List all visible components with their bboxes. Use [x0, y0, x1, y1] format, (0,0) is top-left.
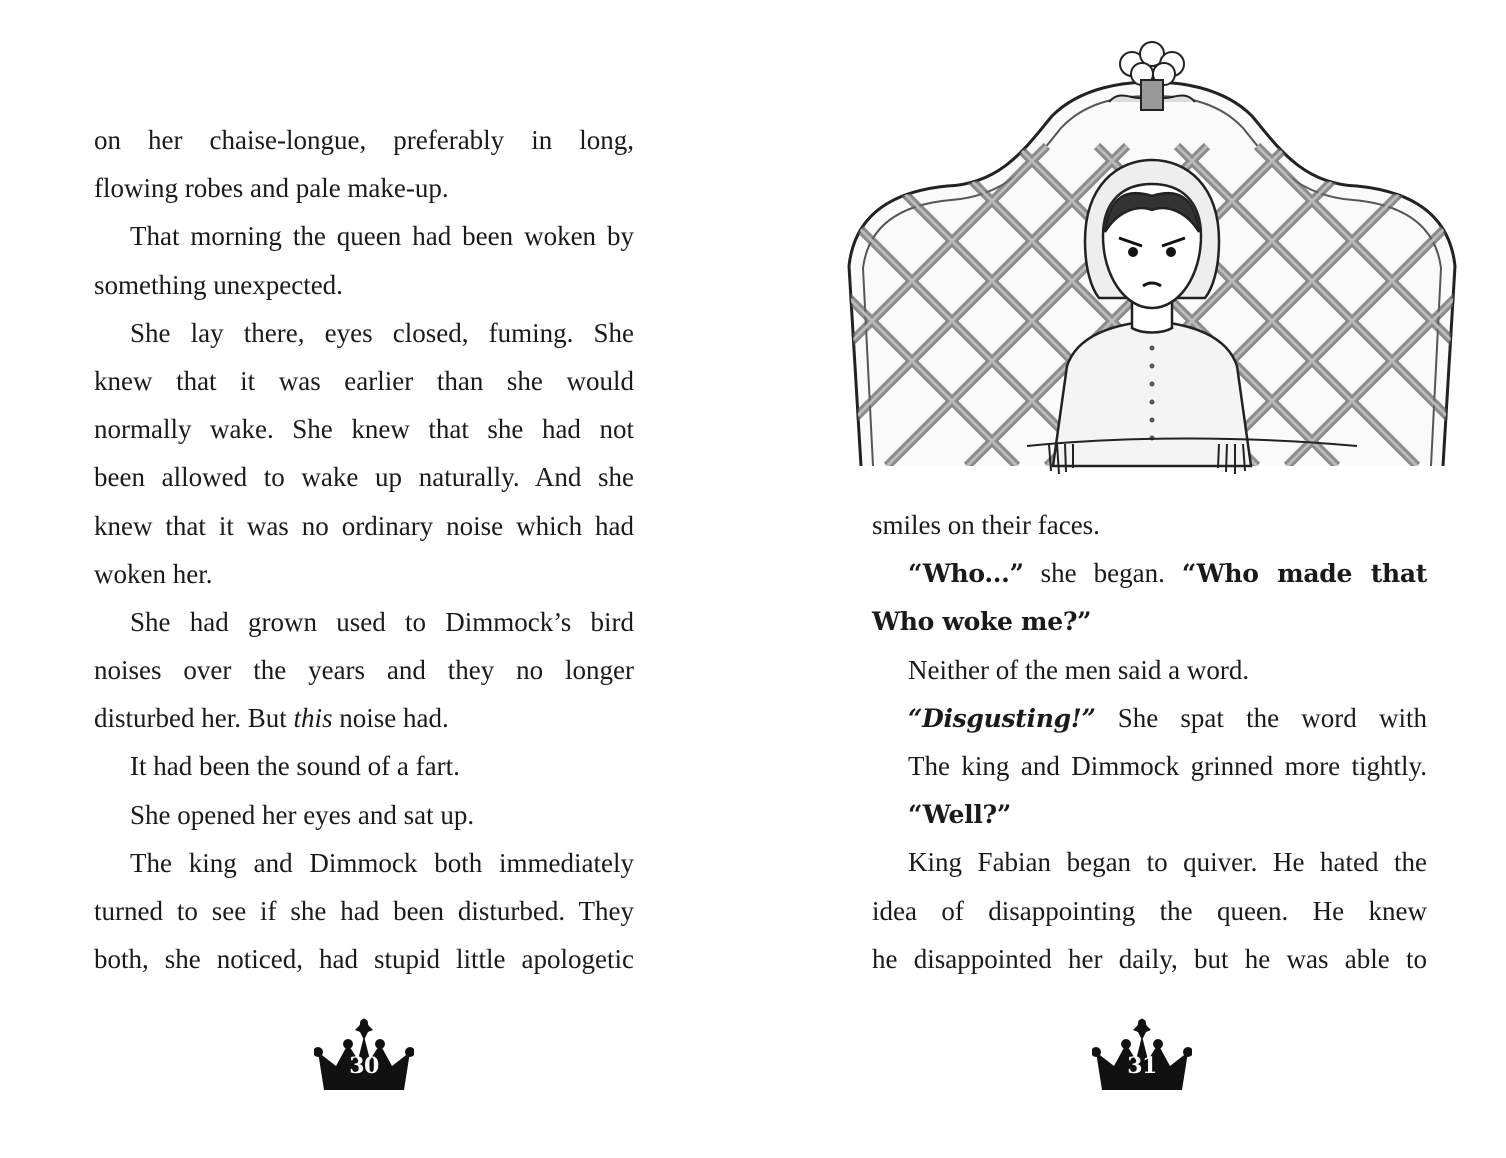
text-line: been allowed to wake up naturally. And she: [94, 462, 634, 493]
text-line: knew that it was earlier than she would: [94, 365, 634, 396]
text-span: She spat the word with: [1117, 702, 1427, 733]
page-number: 31: [1127, 1053, 1157, 1079]
text-line: The king and Dimmock grinned more tightly.: [908, 750, 1427, 781]
text-line: The king and Dimmock both immediately: [130, 847, 634, 878]
text-span: disturbed her. But: [94, 703, 294, 734]
dialogue-bold: “Who made that: [1181, 559, 1427, 589]
dialogue-bold: “Well?”: [908, 800, 1011, 830]
text-line: normally wake. She knew that she had not: [94, 414, 634, 445]
text-span: she began.: [1023, 558, 1182, 589]
right-page-text: [872, 501, 1427, 983]
page-number-crown: [314, 1014, 414, 1094]
dialogue-bold: “Who...”: [908, 559, 1024, 589]
text-line: flowing robes and pale make-up.: [94, 173, 449, 204]
text-line: both, she noticed, had stupid little apologetic: [94, 944, 634, 975]
text-line: woken her.: [94, 558, 213, 589]
angry-queen-on-throne-illustration: [827, 36, 1477, 476]
text-line: on her chaise-longue, preferably in long,: [94, 125, 634, 155]
text-line: [872, 694, 1427, 742]
text-span: noise had.: [332, 703, 449, 734]
text-line: She opened her eyes and sat up.: [130, 799, 475, 830]
text-line: [94, 694, 634, 742]
right-page: [753, 0, 1506, 1158]
text-line: something unexpected.: [94, 269, 343, 300]
text-line: She had grown used to Dimmock’s bird: [130, 606, 634, 637]
text-line: turned to see if she had been disturbed. They: [94, 896, 634, 926]
text-line: smiles on their faces.: [872, 510, 1100, 540]
dialogue-bold-italic: “Disgusting!”: [908, 703, 1096, 733]
text-line: [872, 597, 1427, 645]
italic-emphasis: this: [293, 703, 333, 734]
text-line: noises over the years and they no longer: [94, 655, 634, 686]
page-number: 30: [349, 1053, 379, 1079]
page-number-crown: [1092, 1014, 1192, 1094]
text-line: Neither of the men said a word.: [908, 654, 1250, 685]
text-line: he disappointed her daily, but he was able to: [872, 943, 1427, 974]
text-line: knew that it was no ordinary noise which had: [94, 510, 634, 541]
text-line: King Fabian began to quiver. He hated the: [908, 847, 1427, 878]
text-line: idea of disappointing the queen. He knew: [872, 895, 1427, 926]
left-page-text: [94, 116, 634, 983]
text-line: [872, 790, 1427, 838]
text-line: It had been the sound of a fart.: [130, 751, 460, 782]
text-line: She lay there, eyes closed, fuming. She: [130, 317, 634, 348]
dialogue-bold: Who woke me?”: [872, 607, 1092, 637]
text-line: [872, 549, 1427, 597]
text-line: That morning the queen had been woken by: [130, 221, 634, 252]
